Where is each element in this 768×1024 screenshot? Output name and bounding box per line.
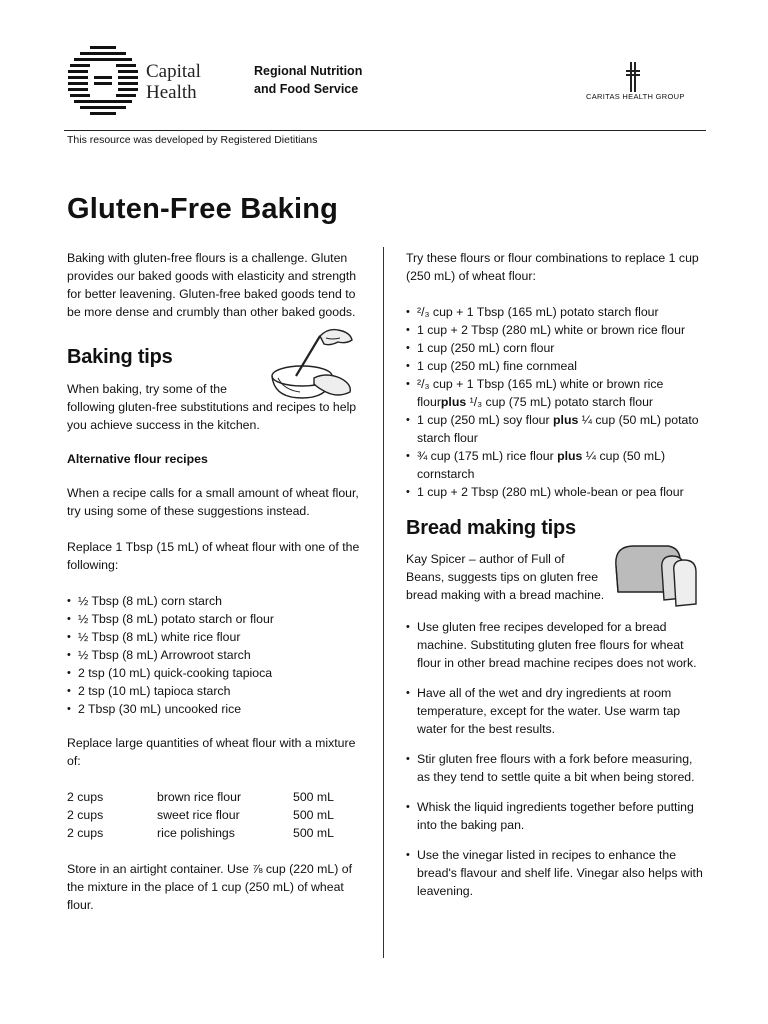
list-item: • ½ Tbsp (8 mL) white rice flour [67,628,367,646]
table-row [67,806,353,824]
alternative-flour-heading: Alternative flour recipes [67,452,208,466]
mixing-bowl-illustration [266,326,354,402]
mixture-item: sweet rice flour [157,808,240,822]
list-item: • Stir gluten free flours with a fork before measuring, as they tend to settle quite a bit when being stored. [406,750,706,786]
list-item: • Have all of the wet and dry ingredients at room temperature, except for the water. Use warm tap water for the best results. [406,684,706,738]
mixture-qty: 2 cups [67,826,104,840]
replace-tbsp-paragraph: Replace 1 Tbsp (15 mL) of wheat flour with one of the following: [67,540,360,572]
bread-tips-intro: Kay Spicer – author of Full of Beans, suggests tips on gluten free bread making with a bread machine. [406,552,605,602]
list-item: • 1 cup (250 mL) fine cornmeal [406,357,706,375]
list-item: • 2 Tbsp (30 mL) uncooked rice [67,700,367,718]
baking-tips-text: When baking, try some of the following gluten-free substitutions and recipes to help you achieve success in the kitchen. [67,382,357,432]
table-row [67,824,353,842]
dietitian-note: This resource was developed by Registered Dietitians [67,134,318,146]
list-item: • Use gluten free recipes developed for a bread machine. Substituting gluten free flours for wheat flour in other bread machine recipes does not work. [406,618,706,672]
list-item: • ²/₃ cup + 1 Tbsp (165 mL) potato starch flour [406,303,706,321]
bread-tips-heading: Bread making tips [406,517,576,539]
mixture-item: rice polishings [157,826,235,840]
partner-name: CARITAS HEALTH GROUP [586,92,685,101]
column-divider [383,247,384,958]
caritas-logo [586,62,706,106]
org-name: Capital Health [146,61,201,103]
replace-large-paragraph: Replace large quantities of wheat flour with a mixture of: [67,736,356,768]
list-item: • 2 tsp (10 mL) tapioca starch [67,682,367,700]
list-item: • ²/₃ cup + 1 Tbsp (165 mL) white or brown rice flourplus ¹/₃ cup (75 mL) potato starch flour [406,375,706,411]
tbsp-substitution-list [67,592,367,718]
mixture-item: brown rice flour [157,790,242,804]
bread-loaf-illustration [612,540,700,608]
table-row [67,788,353,806]
mixture-ml: 500 mL [293,808,335,822]
small-amount-paragraph: When a recipe calls for a small amount of wheat flour, try using some of these suggestions instead. [67,486,359,518]
page-title: Gluten-Free Baking [67,193,339,225]
capital-health-logo [68,46,138,118]
mixture-qty: 2 cups [67,790,104,804]
list-item: • ½ Tbsp (8 mL) potato starch or flour [67,610,367,628]
mixture-ml: 500 mL [293,826,335,840]
list-item: • 1 cup + 2 Tbsp (280 mL) whole-bean or pea flour [406,483,706,501]
list-item: • 1 cup + 2 Tbsp (280 mL) white or brown rice flour [406,321,706,339]
department-name: Regional Nutrition and Food Service [254,64,363,96]
storage-paragraph: Store in an airtight container. Use ⅞ cup (220 mL) of the mixture in the place of 1 cup (250 mL) of wheat flour. [67,862,353,912]
intro-paragraph: Baking with gluten-free flours is a challenge. Gluten provides our baked goods with elasticity and strength for better leavening. Gluten-free baked goods tend to be more dense and crumbly than other baked goods. [67,251,357,319]
list-item: • ¾ cup (175 mL) rice flour plus ¼ cup (50 mL) cornstarch [406,447,706,483]
cross-icon [586,62,706,92]
mixture-qty: 2 cups [67,808,104,822]
mixture-ml: 500 mL [293,790,335,804]
flour-combination-list [406,303,706,501]
list-item: • ½ Tbsp (8 mL) corn starch [67,592,367,610]
list-item: • ½ Tbsp (8 mL) Arrowroot starch [67,646,367,664]
list-item: • Whisk the liquid ingredients together before putting into the baking pan. [406,798,706,834]
header-divider [64,130,706,131]
list-item: • 2 tsp (10 mL) quick-cooking tapioca [67,664,367,682]
flour-combos-intro: Try these flours or flour combinations to replace 1 cup (250 mL) of wheat flour: [406,251,699,283]
list-item: • Use the vinegar listed in recipes to enhance the bread's flavour and shelf life. Vinegar also helps with leavening. [406,846,706,900]
bread-tips-list [406,618,706,900]
list-item: • 1 cup (250 mL) corn flour [406,339,706,357]
baking-tips-heading: Baking tips [67,346,173,368]
flour-mixture-table [67,788,353,842]
list-item: • 1 cup (250 mL) soy flour plus ¼ cup (50 mL) potato starch flour [406,411,706,447]
